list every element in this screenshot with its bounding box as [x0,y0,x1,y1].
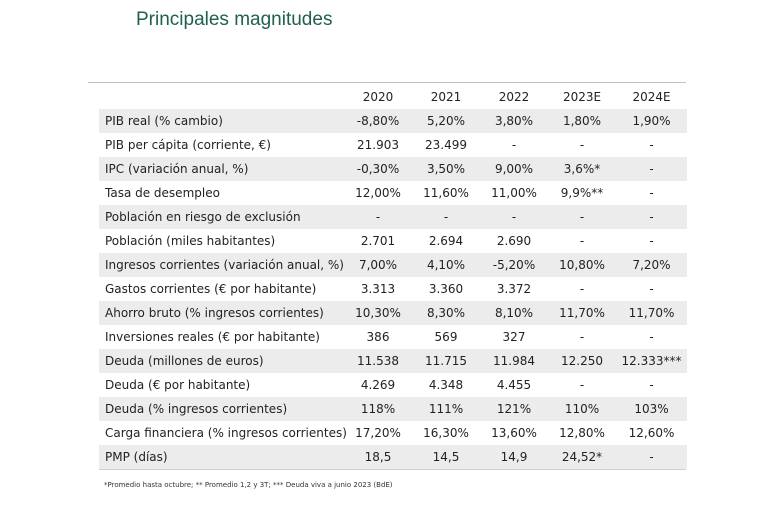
row-value: - [412,205,480,229]
row-value: -0,30% [344,157,412,181]
table-bottom-rule [99,469,686,470]
row-label: Inversiones reales (€ por habitante) [99,325,344,349]
row-value: 3,6%* [548,157,616,181]
row-value: 11.984 [480,349,548,373]
row-label: Deuda (€ por habitante) [99,373,344,397]
row-value: 11,70% [616,301,687,325]
row-value: 5,20% [412,109,480,133]
row-value: - [548,229,616,253]
row-value: 12.333*** [616,349,687,373]
row-value: - [548,277,616,301]
row-value: 103% [616,397,687,421]
table-header-row [99,86,687,109]
row-value: 11.715 [412,349,480,373]
row-value: 7,20% [616,253,687,277]
row-value: 16,30% [412,421,480,445]
row-value: - [548,373,616,397]
row-label: Deuda (millones de euros) [99,349,344,373]
row-value: 4,10% [412,253,480,277]
row-label: PMP (días) [99,445,344,469]
table-row [99,205,687,229]
row-label: Gastos corrientes (€ por habitante) [99,277,344,301]
table-row [99,229,687,253]
row-value: 14,9 [480,445,548,469]
row-value: 8,10% [480,301,548,325]
row-value: 4.455 [480,373,548,397]
row-value: 17,20% [344,421,412,445]
row-label: Ahorro bruto (% ingresos corrientes) [99,301,344,325]
header-year: 2021 [430,90,462,104]
row-label: Población en riesgo de exclusión [99,205,344,229]
row-label: Población (miles habitantes) [99,229,344,253]
page-title: Principales magnitudes [136,9,333,30]
row-value: - [548,133,616,157]
row-value: 3.313 [344,277,412,301]
row-value: - [616,229,687,253]
table-row [99,253,687,277]
row-value: 2.701 [344,229,412,253]
row-value: 569 [412,325,480,349]
row-label: Deuda (% ingresos corrientes) [99,397,344,421]
row-value: 9,9%** [548,181,616,205]
row-label: Carga financiera (% ingresos corrientes) [99,421,344,445]
row-value: 7,00% [344,253,412,277]
row-value: - [480,205,548,229]
table-row [99,133,687,157]
table-row [99,181,687,205]
row-value: 3.360 [412,277,480,301]
row-value: -8,80% [344,109,412,133]
footnote: *Promedio hasta octubre; ** Promedio 1,2 y 3T; *** Deuda viva a junio 2023 (BdE) [104,481,393,489]
row-value: 10,80% [548,253,616,277]
row-value: 2.694 [412,229,480,253]
table-row [99,445,687,469]
header-year: 2022 [498,90,530,104]
table-row [99,421,687,445]
row-value: 10,30% [344,301,412,325]
row-value: 11,70% [548,301,616,325]
header-label-column [99,86,344,109]
row-label: PIB per cápita (corriente, €) [99,133,344,157]
row-value: -5,20% [480,253,548,277]
row-label: PIB real (% cambio) [99,109,344,133]
row-value: 9,00% [480,157,548,181]
row-value: 3.372 [480,277,548,301]
row-value: - [616,373,687,397]
table-row [99,277,687,301]
row-value: 3,50% [412,157,480,181]
row-value: - [480,133,548,157]
row-value: 12,00% [344,181,412,205]
table-row [99,157,687,181]
header-year: 2020 [362,90,394,104]
row-value: 111% [412,397,480,421]
row-value: 11.538 [344,349,412,373]
row-value: 11,00% [480,181,548,205]
table-row [99,301,687,325]
row-value: 23.499 [412,133,480,157]
table-row [99,373,687,397]
row-value: - [616,325,687,349]
row-label: Ingresos corrientes (variación anual, %) [99,253,344,277]
row-value: 4.348 [412,373,480,397]
row-value: 14,5 [412,445,480,469]
row-value: - [548,205,616,229]
header-year: 2023E [562,90,602,104]
row-value: 4.269 [344,373,412,397]
row-value: - [616,181,687,205]
row-value: - [344,205,412,229]
row-value: 12,80% [548,421,616,445]
header-year: 2024E [632,90,671,104]
row-value: - [616,133,687,157]
row-value: 21.903 [344,133,412,157]
row-value: 110% [548,397,616,421]
row-label: IPC (variación anual, %) [99,157,344,181]
row-value: 386 [344,325,412,349]
row-value: 11,60% [412,181,480,205]
row-value: 327 [480,325,548,349]
row-value: 8,30% [412,301,480,325]
row-value: - [548,325,616,349]
table-row [99,349,687,373]
row-value: 121% [480,397,548,421]
row-value: 12,60% [616,421,687,445]
row-label: Tasa de desempleo [99,181,344,205]
row-value: - [616,445,687,469]
row-value: - [616,277,687,301]
row-value: 18,5 [344,445,412,469]
row-value: 13,60% [480,421,548,445]
table-row [99,397,687,421]
row-value: 1,90% [616,109,687,133]
row-value: - [616,205,687,229]
row-value: 118% [344,397,412,421]
row-value: 3,80% [480,109,548,133]
table-row [99,109,687,133]
magnitudes-table [99,86,687,469]
row-value: 24,52* [548,445,616,469]
table-row [99,325,687,349]
row-value: 12.250 [548,349,616,373]
table-top-rule [88,82,686,83]
row-value: 1,80% [548,109,616,133]
row-value: 2.690 [480,229,548,253]
row-value: - [616,157,687,181]
